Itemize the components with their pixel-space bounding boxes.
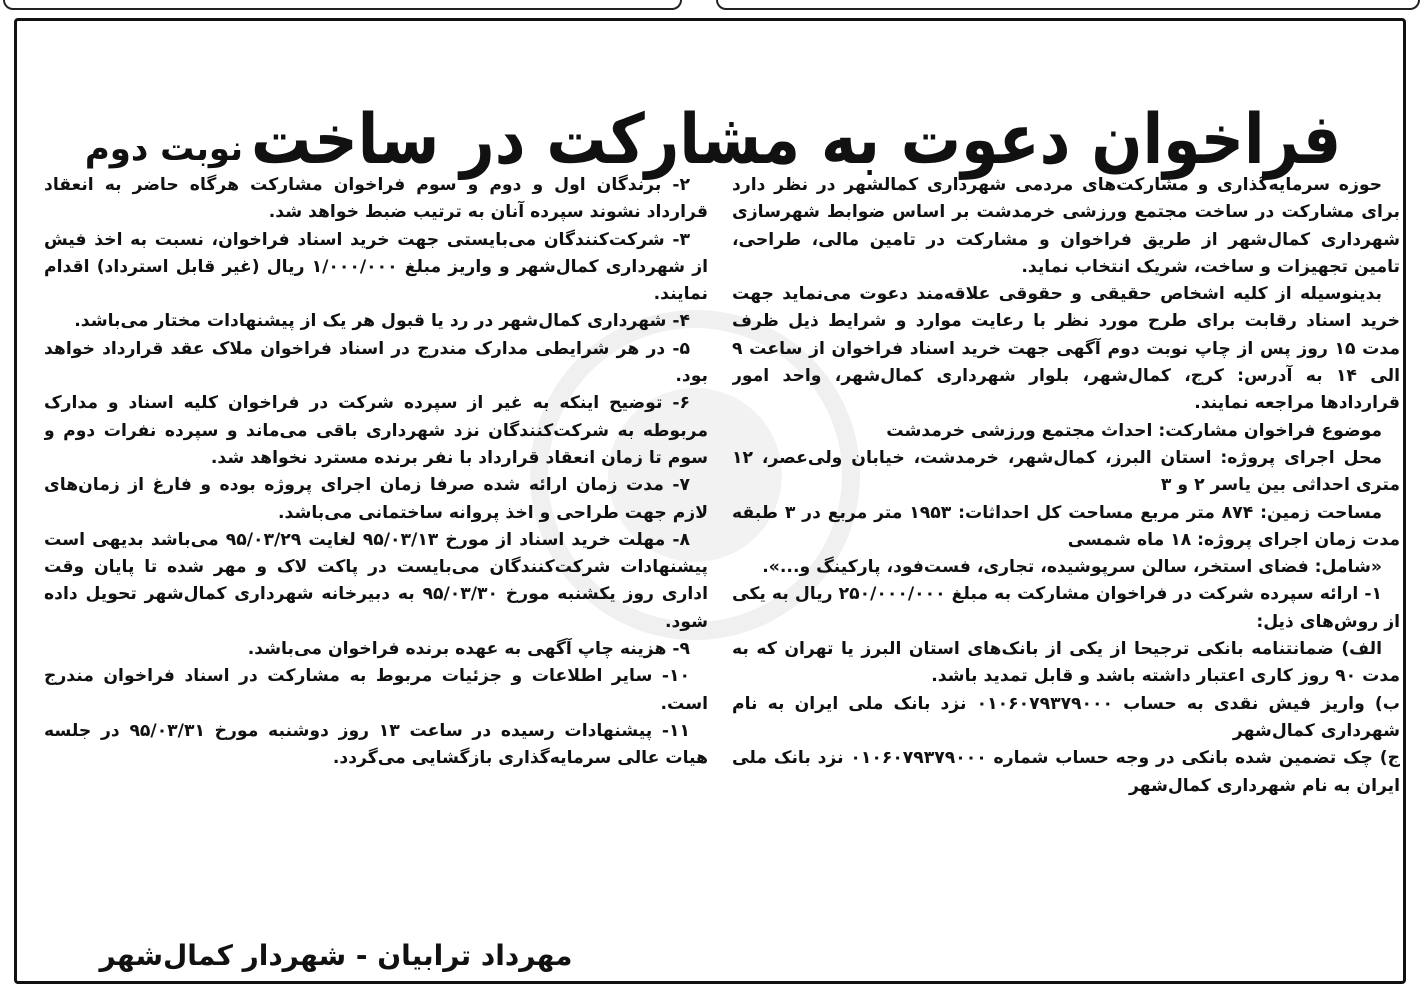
clause-2: ۲- برندگان اول و دوم و سوم فراخوان مشارکت هرگاه حاضر به انعقاد قرارداد نشوند سپرده آنان به ترتیب ضبط خواهد شد. [44, 175, 708, 223]
project-location: محل اجرای پروژه: استان البرز، کمال‌شهر، خرمدشت، خیابان ولی‌عصر، ۱۲ متری احداثی بین یاسر ۲ و ۳ [732, 447, 1400, 496]
ad-title [84, 70, 1342, 181]
clause-1-option-c: ج) چک تضمین شده بانکی در وجه حساب شماره ۰۱۰۶۰۷۹۳۷۹۰۰۰ نزد بانک ملی ایران به نام شهرداری کمال‌شهر [732, 748, 1400, 796]
intro-paragraph: حوزه سرمایه‌گذاری و مشارکت‌های مردمی شهرداری کمالشهر در نظر دارد برای مشارکت در ساخت مجتمع ورزشی خرمدشت بر اساس ضوابط شهرسازی شهرداری کمال‌شهر از طریق فراخوان و مشارکت در تامین مالی، طراحی، تامین تجهیزات و ساخت، شریک انتخاب نماید. [732, 175, 1400, 277]
project-includes: «شامل: فضای استخر، سالن سرپوشیده، تجاری، فست‌فود، پارکینگ و...». [762, 557, 1382, 578]
invitation-paragraph: بدینوسیله از کلیه اشخاص حقیقی و حقوقی علاقه‌مند دعوت می‌نماید جهت خرید اسناد رقابت برای طرح مورد نظر با رعایت موارد و شرایط ذیل ظرف مدت ۱۵ روز پس از چاپ نوبت دوم آگهی جهت خرید اسناد فراخوان از ساعت ۹ الی ۱۴ به آدرس: کرج، کمال‌شهر، بلوار شهرداری کمال‌شهر، واحد امور قراردادها مراجعه نمایند. [732, 284, 1400, 414]
clause-5: ۵- در هر شرایطی مدارک مندرج در اسناد فراخوان ملاک عقد قرارداد خواهد بود. [44, 338, 708, 387]
ad-title-badge: نوبت دوم [84, 129, 243, 169]
signature: مهرداد ترابیان - شهردار کمال‌شهر [99, 939, 573, 972]
clause-4: ۴- شهرداری کمال‌شهر در رد یا قبول هر یک از پیشنهادات مختار می‌باشد. [74, 311, 690, 332]
clause-3: ۳- شرکت‌کنندگان می‌بایستی جهت خرید اسناد فراخوان، نسبت به اخذ فیش از شهرداری کمال‌شهر و واریز مبلغ ۱/۰۰۰/۰۰۰ ریال (غیر قابل استرداد) اقدام نمایند. [44, 229, 708, 305]
project-subject: موضوع فراخوان مشارکت: احداث مجتمع ورزشی خرمدشت [886, 420, 1382, 441]
right-column [732, 172, 1400, 947]
left-column [44, 172, 708, 922]
clause-11: ۱۱- پیشنهادات رسیده در ساعت ۱۳ روز دوشنبه مورخ ۹۵/۰۳/۳۱ در جلسه هیات عالی سرمایه‌گذاری بازگشایی می‌گردد. [44, 720, 708, 769]
ad-title-main: فراخوان دعوت به مشارکت در ساخت [251, 99, 1342, 181]
top-frame-left [3, 0, 682, 10]
clause-1-option-a: الف) ضمانتنامه بانکی ترجیحا از یکی از بانک‌های استان البرز یا تهران که به مدت ۹۰ روز کاری اعتبار داشته باشد و قابل تمدید باشد. [732, 639, 1400, 687]
clause-7: ۷- مدت زمان ارائه شده صرفا زمان اجرای پروژه بوده و فارغ از زمان‌های لازم جهت طراحی و اخذ پروانه ساختمانی می‌باشد. [44, 475, 708, 523]
clause-1-deposit: ۱- ارائه سپرده شرکت در فراخوان مشارکت به مبلغ ۲۵۰/۰۰۰/۰۰۰ ریال به یکی از روش‌های ذیل: [732, 584, 1400, 632]
top-frame-right [716, 0, 1420, 10]
clause-9: ۹- هزینه چاپ آگهی به عهده برنده فراخوان می‌باشد. [247, 639, 690, 660]
project-area: مساحت زمین: ۸۷۴ متر مربع مساحت کل احداثات: ۱۹۵۳ متر مربع در ۳ طبقه مدت زمان اجرای پروژه: ۱۸ ماه شمسی [732, 502, 1400, 550]
clause-6: ۶- توضیح اینکه به غیر از سپرده شرکت در فراخوان کلیه اسناد و مدارک مربوطه به شرکت‌کنندگان نزد شهرداری باقی می‌ماند و سپرده نفرات دوم و سوم تا زمان انعقاد قرارداد با نفر برنده مسترد نخواهد شد. [44, 393, 708, 468]
clause-10: ۱۰- سایر اطلاعات و جزئیات مربوط به مشارکت در اسناد فراخوان مندرج است. [44, 666, 708, 714]
clause-1-option-b: ب) واریز فیش نقدی به حساب ۰۱۰۶۰۷۹۳۷۹۰۰۰ نزد بانک ملی ایران به نام شهرداری کمال‌شهر [732, 693, 1400, 741]
clause-8: ۸- مهلت خرید اسناد از مورخ ۹۵/۰۳/۱۳ لغایت ۹۵/۰۳/۲۹ می‌باشد بدیهی است پیشنهادات شرکت‌کنندگان می‌بایست در پاکت لاک و مهر شده تا پایان وقت اداری روز یکشنبه مورخ ۹۵/۰۳/۳۰ به دبیرخانه شهرداری کمال‌شهر تحویل داده شود. [44, 529, 708, 632]
